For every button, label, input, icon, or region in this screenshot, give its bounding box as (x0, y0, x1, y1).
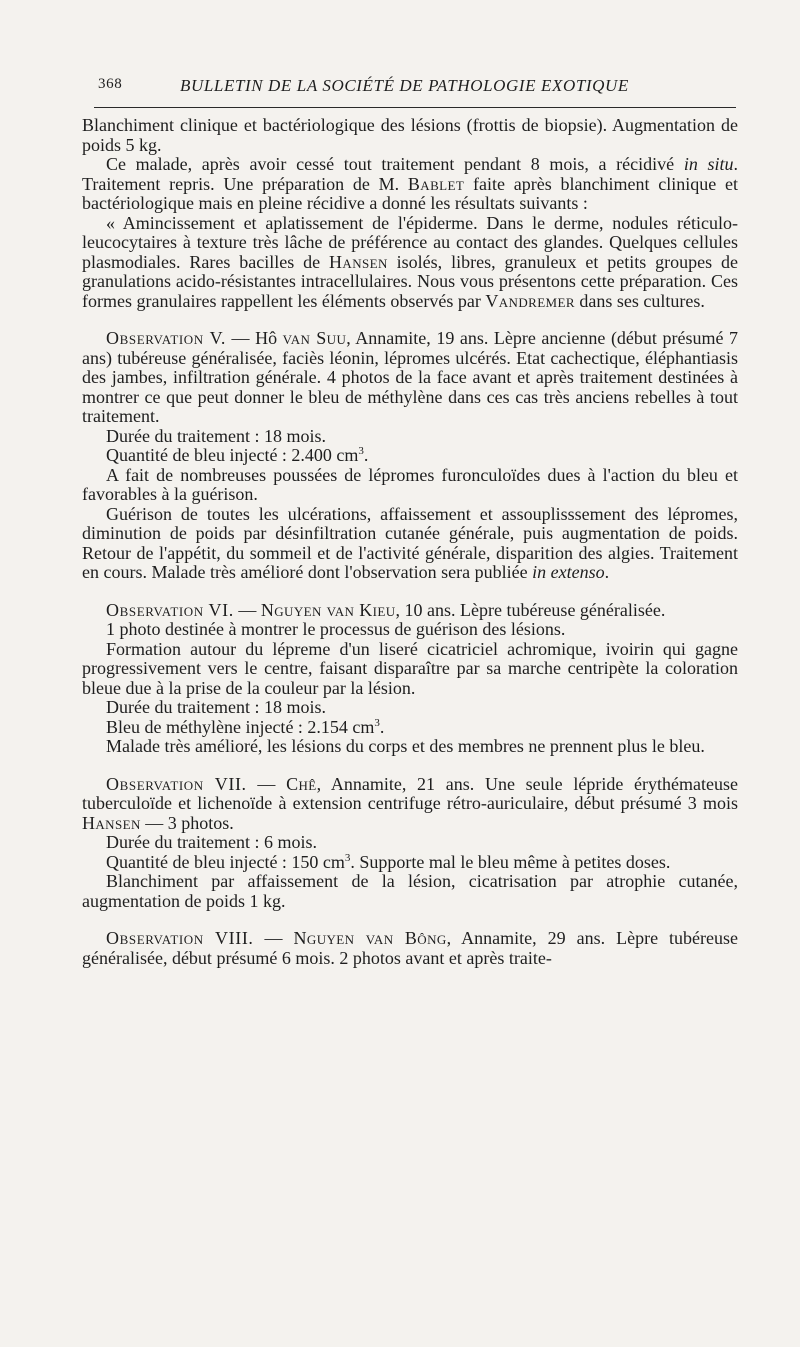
observation-label: Observation VI. (106, 599, 234, 620)
running-title: BULLETIN DE LA SOCIÉTÉ DE PATHOLOGIE EXOTIQUE (180, 76, 629, 95)
observation-label: Observation VII. (106, 773, 247, 794)
observation-label: Observation VIII. (106, 928, 254, 948)
patient-name: Nguyen van Kieu (260, 599, 396, 620)
observation-label: Observation V. (106, 328, 226, 348)
observation-vii-duration: Durée du traitement : 6 mois. (106, 832, 317, 852)
observation-vi-heading: Observation VI. — Nguyen van Kieu, 10 ans. Lèpre tubéreuse généralisée. (106, 599, 666, 620)
page-number: 368 (98, 76, 123, 92)
paragraph-histology: « Amincissement et aplatissement de l'épiderme. Dans le derme, nodules réticulo-leucocytaires à texture très lâche de préférence au contact des glandes. Quelques cellules plasmodiales. Rares bacilles de Hansen isolés, libres, granuleux et petits groupes de granulations acido-résistantes intracellulaires. Nous vous présentons cette préparation. Ces formes granulaires rappellent les éléments observés par Vandremer dans ses cultures. (82, 212, 738, 311)
observation-vii-quantity: Quantité de bleu injecté : 150 $cm^3$. Supporte mal le bleu même à petites doses. (106, 851, 671, 872)
observation-v-healing: Guérison de toutes les ulcérations, affaissement et assouplisssement des lépromes, diminution de poids par désinfiltration cutanée générale, puis augmentation de poids. Retour de l'appétit, du sommeil et de l'activité générale, disparition des algies. Traitement en cours. Malade très amélioré dont l'observation sera publiée in extenso. (82, 503, 738, 582)
observation-vi-improved: Malade très amélioré, les lésions du corps et des membres ne prennent plus le bleu. (106, 736, 705, 756)
patient-name: van Suu (282, 328, 347, 348)
observation-vi-quantity: Bleu de méthylène injecté : 2.154 $cm^3$. (106, 716, 385, 737)
header-rule (94, 107, 736, 108)
observation-viii-heading: Observation VIII. — Nguyen van Bông, Annamite, 29 ans. Lèpre tubéreuse généralisée, début présumé 6 mois. 2 photos avant et après traite- (82, 928, 739, 968)
patient-name: Chê (286, 773, 317, 794)
author-name: Vandremer (485, 290, 575, 311)
italic-in-situ: in situ (683, 154, 734, 174)
observation-vi-duration: Durée du traitement : 18 mois. (106, 697, 326, 717)
observation-v-heading: Observation V. — Hô van Suu, Annamite, 19 ans. Lèpre ancienne (début présumé 7 ans) tubéreuse généralisée, faciès léonin, lépromes ulcérés. Etat cachectique, éléphantiasis des jambes, infiltration générale. 4 photos de la face avant et après traitement destinées à montrer ce que peut donner le bleu de méthylène dans ces cas très anciens rebelles à tout traitement. (82, 328, 738, 426)
observation-vi-formation: Formation autour du lépreme d'un liseré cicatriciel achromique, ivoirin qui gagne progressivement vers le centre, faisant disparaître par sa marche centripète la coloration bleue due à la prise de la couleur par la lésion. (82, 638, 738, 698)
observation-v-duration: Durée du traitement : 18 mois. (106, 425, 326, 446)
author-name: Hansen (82, 812, 141, 833)
observation-vii-heading: Observation VII. — Chê, Annamite, 21 ans. Une seule lépride érythémateuse tuberculoïde et lichenoïde à extension centrifuge rétro-auriculaire, début présumé 3 mois Hansen — 3 photos. (82, 773, 738, 833)
observation-vi-photo: 1 photo destinée à montrer le processus de guérison des lésions. (106, 619, 566, 639)
author-name: Hansen (329, 251, 388, 272)
observation-vii-result: Blanchiment par affaissement de la lésion, cicatrisation par atrophie cutanée, augmentation de poids 1 kg. (82, 871, 738, 911)
italic-in-extenso: in extenso (532, 562, 605, 582)
body-text (82, 116, 738, 968)
observation-v-outbreaks: A fait de nombreuses poussées de lépromes furonculoïdes dues à l'action du bleu et favorables à la guérison. (82, 464, 738, 504)
paragraph-relapse: Ce malade, après avoir cessé tout traitement pendant 8 mois, a récidivé in situ. Traitement repris. Une préparation de M. Bablet faite après blanchiment clinique et bactériologique mais en pleine récidive a donné les résultats suivants : (82, 154, 739, 213)
page-header (92, 76, 740, 102)
author-name: Bablet (407, 173, 465, 194)
observation-v-quantity: Quantité de bleu injecté : 2.400 $cm^3$. (106, 445, 369, 465)
patient-name: Nguyen van Bông (293, 928, 447, 948)
paragraph-biopsy: Blanchiment clinique et bactériologique des lésions (frottis de biopsie). Augmentation de poids 5 kg. (82, 115, 738, 155)
